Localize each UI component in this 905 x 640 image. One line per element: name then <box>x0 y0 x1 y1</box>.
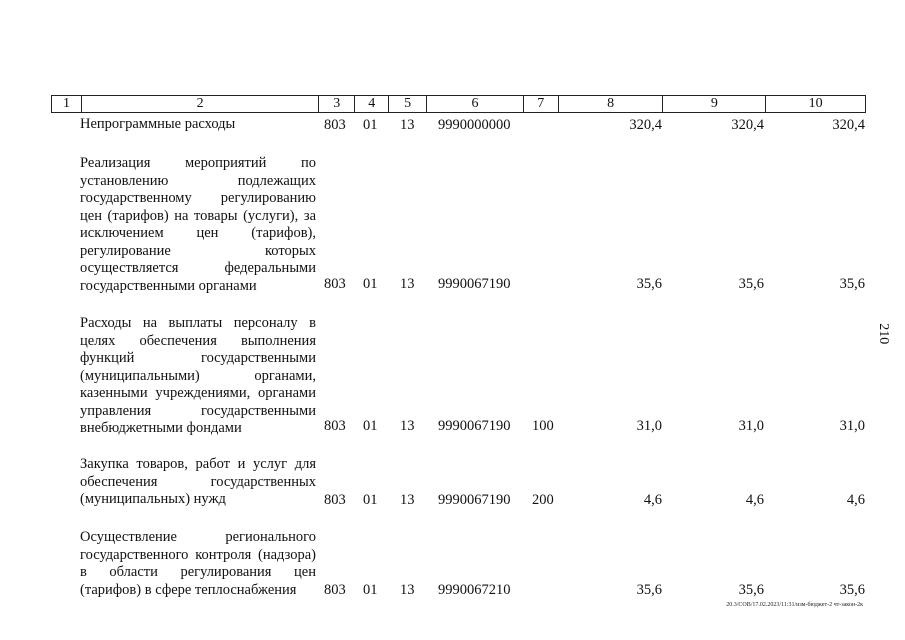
table-header <box>51 95 866 113</box>
cell-col-3: 803 <box>324 581 346 598</box>
cell-col-7: 100 <box>532 417 554 434</box>
cell-col-10: 320,4 <box>832 116 865 133</box>
cell-col-8: 320,4 <box>629 116 662 133</box>
cell-col-8: 31,0 <box>636 417 662 434</box>
header-col-5: 5 <box>388 96 426 112</box>
header-col-3: 3 <box>318 96 354 112</box>
header-col-6: 6 <box>426 96 523 112</box>
row-description: Реализация мероприятий по установлению подлежащих государственному регулированию цен (тарифов) на товары (услуги), за исключением цен (тарифов), регулирование которых осуществляется федеральными государственными органами <box>80 155 316 294</box>
cell-col-5: 13 <box>400 275 415 292</box>
cell-col-6: 9990000000 <box>438 116 511 133</box>
cell-col-8: 35,6 <box>636 275 662 292</box>
row-description: Осуществление регионального государственного контроля (надзора) в области регулирования цен (тарифов) в сфере теплоснабжения <box>80 529 316 598</box>
header-col-1: 1 <box>62 96 70 111</box>
cell-col-10: 35,6 <box>839 275 865 292</box>
cell-col-5: 13 <box>400 491 415 508</box>
cell-col-9: 31,0 <box>738 417 764 434</box>
cell-col-9: 4,6 <box>745 491 764 508</box>
header-col-9: 9 <box>662 96 765 112</box>
cell-col-6: 9990067190 <box>438 417 511 434</box>
cell-col-3: 803 <box>324 116 346 133</box>
cell-col-9: 35,6 <box>738 275 764 292</box>
row-description: Закупка товаров, работ и услуг для обеспечения государственных (муниципальных) нужд <box>80 456 316 507</box>
header-col-4: 4 <box>354 96 388 112</box>
cell-col-3: 803 <box>324 275 346 292</box>
cell-col-10: 35,6 <box>839 581 865 598</box>
page-number: 210 <box>875 323 891 345</box>
header-col-10: 10 <box>765 96 865 112</box>
table-row <box>0 116 905 134</box>
cell-col-8: 4,6 <box>643 491 662 508</box>
cell-col-5: 13 <box>400 116 415 133</box>
cell-col-10: 4,6 <box>846 491 865 508</box>
row-description: Непрограммные расходы <box>80 116 236 132</box>
header-col-7: 7 <box>523 96 558 112</box>
cell-col-4: 01 <box>363 116 378 133</box>
cell-col-5: 13 <box>400 417 415 434</box>
header-col-2: 2 <box>81 96 318 112</box>
cell-col-6: 9990067190 <box>438 275 511 292</box>
cell-col-5: 13 <box>400 581 415 598</box>
row-description: Расходы на выплаты персоналу в целях обеспечения выполнения функций государственными (муниципальными) органами, казенными учреждениями, органами управления государственными внебюджетными фондами <box>80 315 316 436</box>
cell-col-3: 803 <box>324 491 346 508</box>
cell-col-3: 803 <box>324 417 346 434</box>
cell-col-7: 200 <box>532 491 554 508</box>
cell-col-10: 31,0 <box>839 417 865 434</box>
cell-col-4: 01 <box>363 581 378 598</box>
cell-col-6: 9990067190 <box>438 491 511 508</box>
cell-col-4: 01 <box>363 275 378 292</box>
footer-code: 20.3/СОВ/17.02.2023/11:31/изм-бюджет-2 чт-закон-2к <box>726 602 863 608</box>
table-row <box>0 155 905 293</box>
table-row <box>0 456 905 509</box>
cell-col-4: 01 <box>363 417 378 434</box>
table-row <box>0 315 905 435</box>
table-row <box>0 529 905 599</box>
cell-col-8: 35,6 <box>636 581 662 598</box>
header-col-8: 8 <box>558 96 663 112</box>
cell-col-4: 01 <box>363 491 378 508</box>
cell-col-9: 35,6 <box>738 581 764 598</box>
cell-col-9: 320,4 <box>731 116 764 133</box>
cell-col-6: 9990067210 <box>438 581 511 598</box>
